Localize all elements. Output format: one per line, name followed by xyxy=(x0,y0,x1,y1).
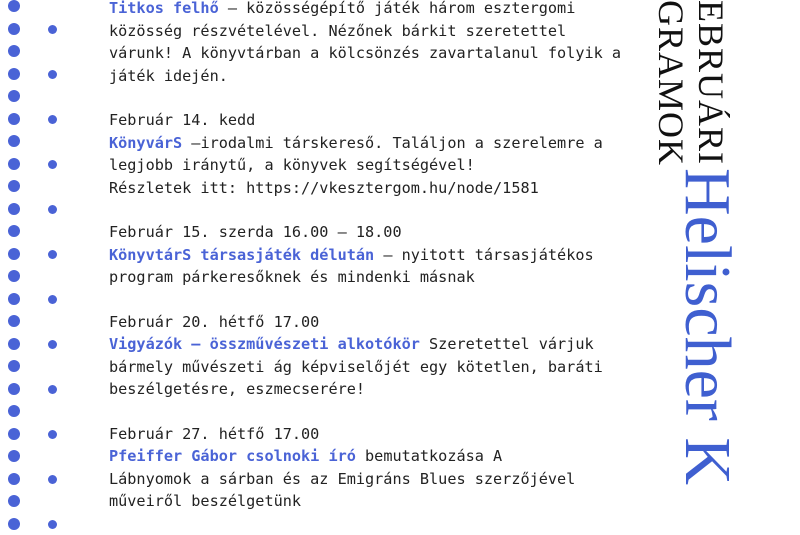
event-text: műveiről beszélgetünk xyxy=(109,492,302,510)
event-text: beszélgetésre, eszmecserére! xyxy=(109,380,366,398)
event-text: Részletek itt: https://vkesztergom.hu/node/1581 xyxy=(109,178,539,197)
dot xyxy=(8,495,20,507)
event-text-line xyxy=(109,356,649,379)
event-date: Február 15. szerda 16.00 – 18.00 xyxy=(109,223,402,241)
dot xyxy=(48,70,57,79)
event-text-line xyxy=(109,0,649,20)
side-name: Helischer K xyxy=(671,168,744,486)
dot xyxy=(48,520,57,529)
dot xyxy=(8,68,20,80)
event-title: Vigyázók – összművészeti alkotókör xyxy=(109,335,420,353)
event-text: Lábnyomok a sárban és az Emigráns Blues szerzőjével xyxy=(109,469,576,488)
dot xyxy=(8,293,20,305)
dot xyxy=(8,158,20,170)
dot xyxy=(8,23,20,35)
event-block xyxy=(109,0,649,87)
dot xyxy=(8,360,20,372)
dot xyxy=(8,338,20,350)
event-text-line xyxy=(109,65,649,88)
event-block xyxy=(109,221,649,289)
dot xyxy=(8,518,20,530)
side-title-line-1: EBRUÁRI xyxy=(691,0,731,166)
event-text: bemutatkozása A xyxy=(355,447,503,465)
event-text: közösség részvételével. Nézőnek bárkit szeretettel xyxy=(109,21,567,40)
event-text-line xyxy=(109,244,649,267)
dot xyxy=(8,180,20,192)
event-block xyxy=(109,109,649,199)
event-title: KönyvtárS társasjáték délután xyxy=(109,245,375,264)
side-title xyxy=(651,0,731,166)
dot xyxy=(8,203,20,215)
event-block xyxy=(109,423,649,513)
dot xyxy=(8,270,20,282)
event-text: bármely művészeti ág képviselőjét egy kötetlen, baráti xyxy=(109,357,603,376)
dot xyxy=(8,225,20,237)
event-title: Titkos felhő xyxy=(109,0,219,17)
dot xyxy=(8,113,20,125)
dot xyxy=(48,340,57,349)
event-list xyxy=(109,0,649,535)
dot xyxy=(8,315,20,327)
event-text: –irodalmi társkereső. Találjon a szerelemre a xyxy=(182,133,603,152)
dot xyxy=(8,90,20,102)
event-text: – nyitott társasjátékos xyxy=(374,245,594,264)
dot xyxy=(8,405,20,417)
event-text: Szeretettel várjuk xyxy=(419,335,594,353)
event-text-line xyxy=(109,20,649,43)
dot-pattern xyxy=(0,0,70,533)
dot xyxy=(48,250,57,259)
dot xyxy=(48,115,57,124)
dot xyxy=(8,45,20,57)
dot xyxy=(8,428,20,440)
event-text: – közösségépítő játék három esztergomi xyxy=(218,0,576,17)
side-title-line-2: GRAMOK xyxy=(651,0,691,167)
event-date: Február 14. kedd xyxy=(109,111,256,129)
dot xyxy=(8,248,20,260)
dot xyxy=(48,25,57,34)
event-text: játék idején. xyxy=(109,66,228,85)
event-text: program párkeresőknek és mindenki másnak xyxy=(109,268,475,286)
dot xyxy=(8,0,20,12)
event-text: legjobb iránytű, a könyvek segítségével! xyxy=(109,156,475,174)
dot xyxy=(48,475,57,484)
dot xyxy=(8,383,20,395)
dot xyxy=(48,430,57,439)
dot xyxy=(48,295,57,304)
event-text-line xyxy=(109,154,649,177)
event-text-line xyxy=(109,266,649,289)
event-text-line xyxy=(109,132,649,155)
dot xyxy=(8,450,20,462)
dot xyxy=(48,205,57,214)
event-text-line xyxy=(109,445,649,468)
dot xyxy=(48,385,57,394)
event-text: várunk! A könyvtárban a kölcsönzés zavartalanul folyik a xyxy=(109,44,622,62)
event-title: KönyvárS xyxy=(109,133,183,152)
event-block xyxy=(109,311,649,401)
event-title: Pfeiffer Gábor csolnoki író xyxy=(109,447,356,465)
dot xyxy=(8,473,20,485)
event-text-line xyxy=(109,333,649,356)
event-text-line xyxy=(109,490,649,513)
event-text-line xyxy=(109,378,649,401)
event-text-line xyxy=(109,42,649,65)
dot xyxy=(48,160,57,169)
event-text-line xyxy=(109,177,649,200)
event-date: Február 27. hétfő 17.00 xyxy=(109,424,320,443)
event-date: Február 20. hétfő 17.00 xyxy=(109,312,320,331)
dot xyxy=(8,135,20,147)
event-text-line xyxy=(109,468,649,491)
